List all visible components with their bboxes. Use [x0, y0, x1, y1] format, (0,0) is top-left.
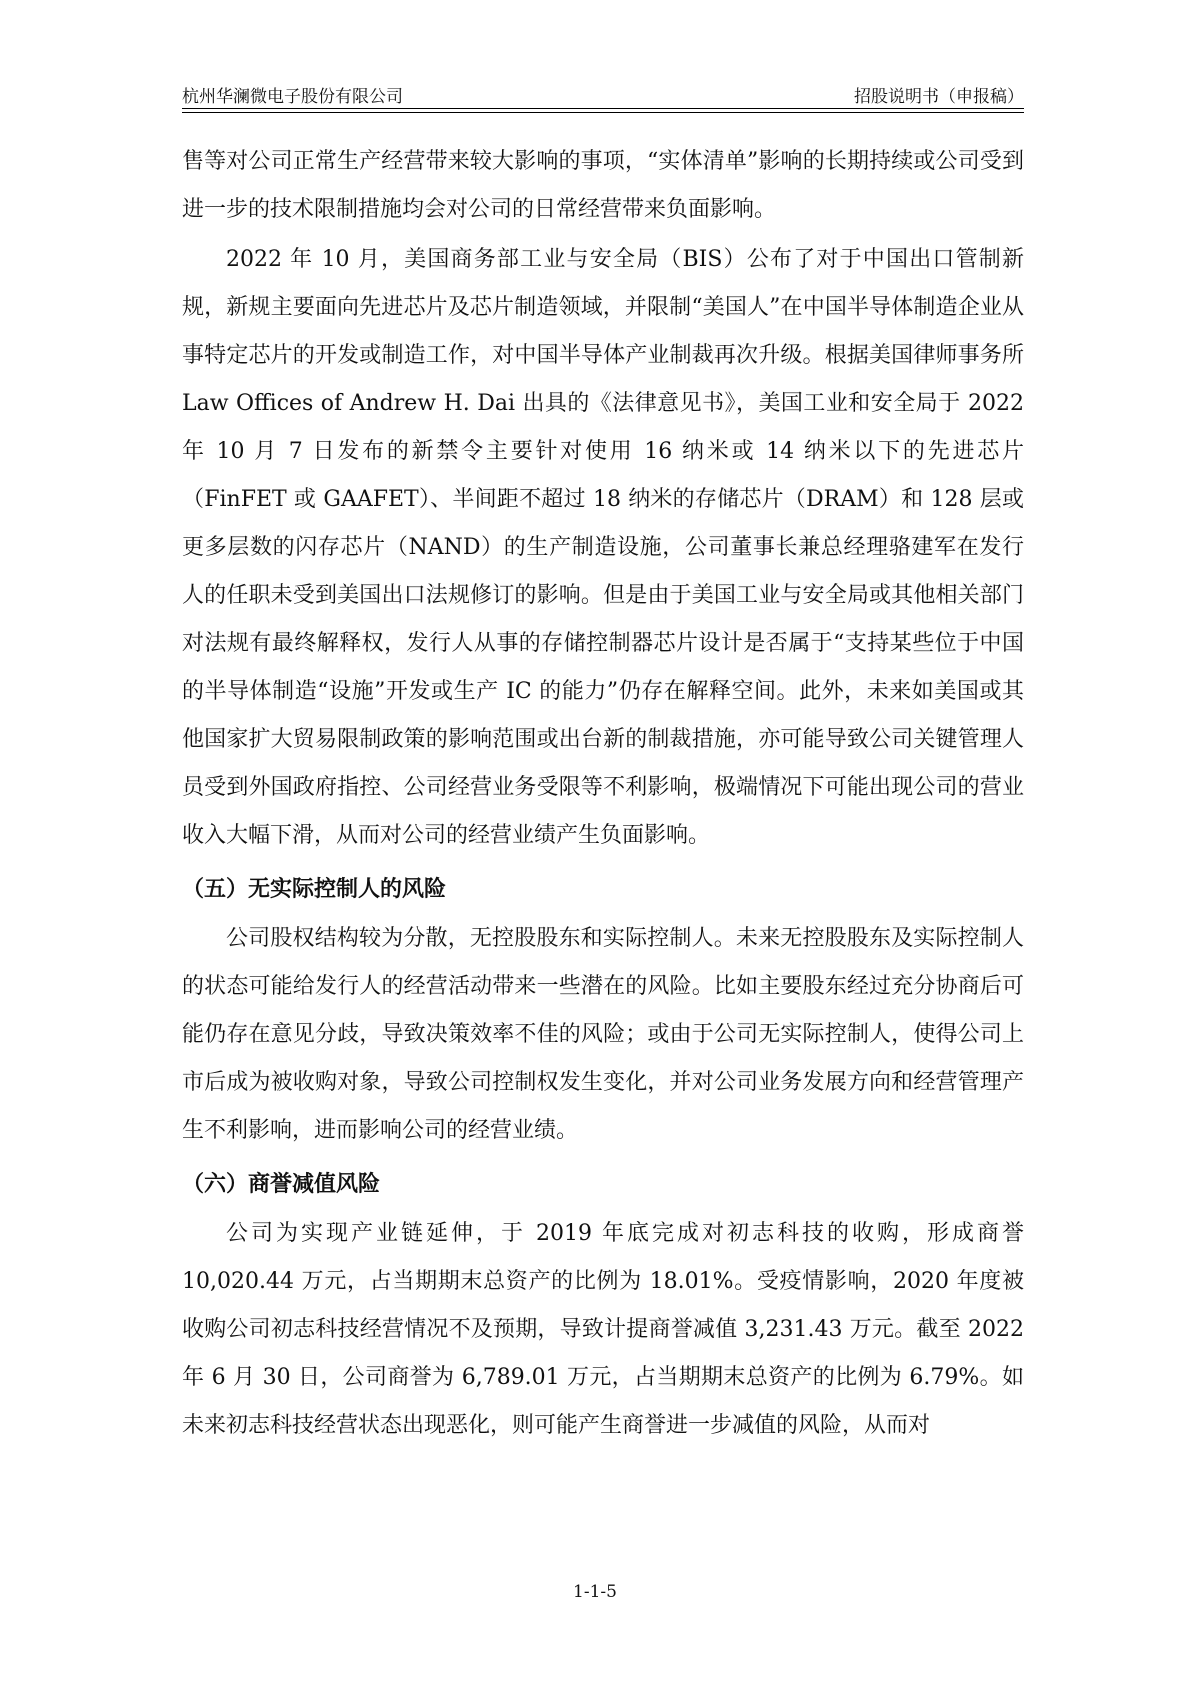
page-body — [182, 138, 1024, 1450]
paragraph-continuation: 售等对公司正常生产经营带来较大影响的事项，“实体清单”影响的长期持续或公司受到进一步的技术限制措施均会对公司的日常经营带来负面影响。 — [182, 149, 1024, 222]
paragraph-goodwill-risk: 公司为实现产业链延伸，于 2019 年底完成对初志科技的收购，形成商誉10,020.44 万元，占当期期末总资产的比例为 18.01%。受疫情影响，2020 年度被收购公司初志科技经营情况不及预期，导致计提商誉减值 3,231.43 万元。截至 2022 年 6 月 30 日，公司商誉为 6,789.01 万元，占当期期末总资产的比例为 6.79%。如未来初志科技经营状态出现恶化，则可能产生商誉进一步减值的风险，从而对 — [182, 1221, 1024, 1438]
header-document-title: 招股说明书（申报稿） — [854, 87, 1024, 107]
paragraph-export-control: 2022 年 10 月，美国商务部工业与安全局（BIS）公布了对于中国出口管制新规，新规主要面向先进芯片及芯片制造领域，并限制“美国人”在中国半导体制造企业从事特定芯片的开发或制造工作，对中国半导体产业制裁再次升级。根据美国律师事务所 Law Offices of Andrew H. Dai 出具的《法律意见书》，美国工业和安全局于 2022 年 10 月 7 日发布的新禁令主要针对使用 16 纳米或 14 纳米以下的先进芯片（FinFET 或 GAAFET）、半间距不超过 18 纳米的存储芯片（DRAM）和 128 层或更多层数的闪存芯片（NAND）的生产制造设施，公司董事长兼总经理骆建军在发行人的任职未受到美国出口法规修订的影响。但是由于美国工业与安全局或其他相关部门对法规有最终解释权，发行人从事的存储控制器芯片设计是否属于“支持某些位于中国的半导体制造“设施”开发或生产 IC 的能力”仍存在解释空间。此外，未来如美国或其他国家扩大贸易限制政策的影响范围或出台新的制裁措施，亦可能导致公司关键管理人员受到外国政府指控、公司经营业务受限等不利影响，极端情况下可能出现公司的营业收入大幅下滑，从而对公司的经营业绩产生负面影响。 — [182, 247, 1024, 848]
header-company-name: 杭州华澜微电子股份有限公司 — [182, 87, 403, 107]
paragraph-no-controller-risk: 公司股权结构较为分散，无控股股东和实际控制人。未来无控股股东及实际控制人的状态可能给发行人的经营活动带来一些潜在的风险。比如主要股东经过充分协商后可能仍存在意见分歧，导致决策效率不佳的风险；或由于公司无实际控制人，使得公司上市后成为被收购对象，导致公司控制权发生变化，并对公司业务发展方向和经营管理产生不利影响，进而影响公司的经营业绩。 — [182, 926, 1024, 1143]
page-number: 1-1-5 — [573, 1582, 617, 1602]
page-header — [182, 78, 1024, 109]
section-heading-no-controller: （五）无实际控制人的风险 — [182, 877, 447, 902]
section-heading-goodwill: （六）商誉减值风险 — [182, 1172, 381, 1197]
